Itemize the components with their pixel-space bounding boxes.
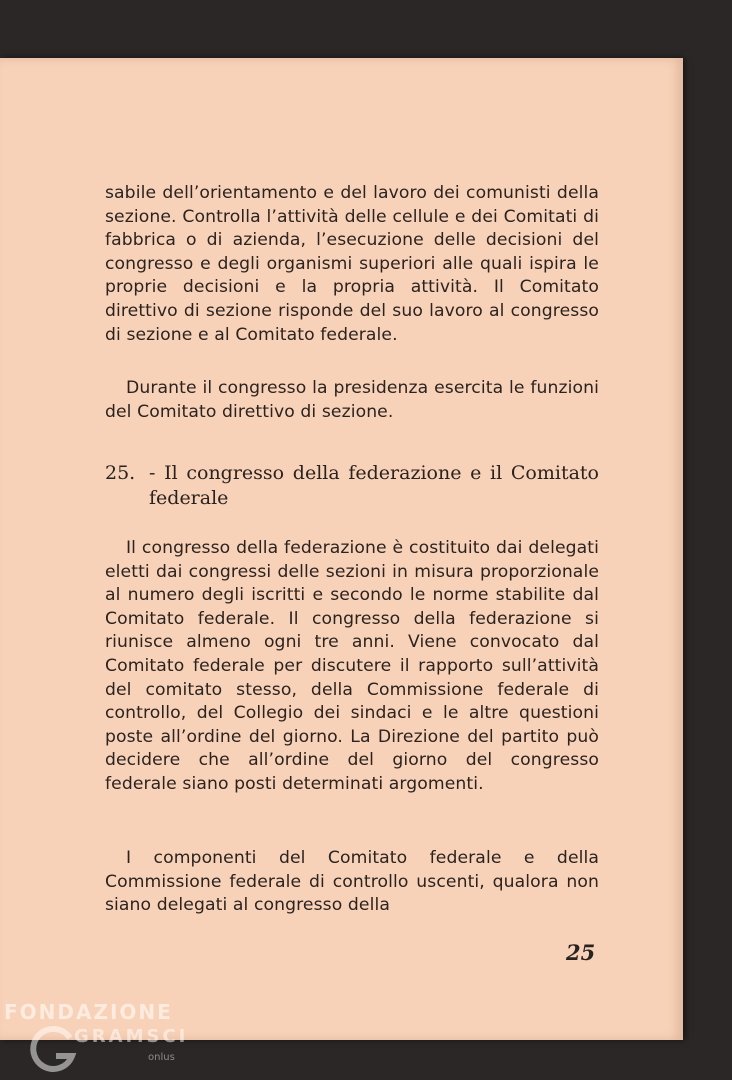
section-title: - Il congresso della federazione e il Comitato federale — [149, 462, 599, 509]
paragraph-3: Il congresso della federazione è costituito dai delegati eletti dai congressi delle sezioni in misura proporzionale al numero degli iscritti e secondo le norme stabilite dal Comitato federale. Il congresso della federazione si riunisce almeno ogni tre anni. Viene convocato dal Comitato federale per discutere il rapporto sull’attività del comitato stesso, della Commissione federale di controllo, del Collegio dei sindaci e le altre questioni poste all’ordine del giorno. La Direzione del partito può decidere che all’ordine del giorno del congresso federale siano posti determinati argomenti. — [105, 538, 599, 794]
g-logo-icon — [30, 1024, 80, 1074]
book-page — [0, 58, 683, 1040]
paragraph-4: I componenti del Comitato federale e della Commissione federale di controllo uscenti, qualora non siano delegati al congresso della — [105, 848, 599, 916]
watermark-logo — [0, 1000, 200, 1080]
page-number: 25 — [566, 940, 596, 965]
watermark-line-3: onlus — [148, 1052, 175, 1063]
paragraph-1: sabile dell’orientamento e del lavoro dei comunisti della sezione. Controlla l’attività delle cellule e dei Comitati di fabbrica o di azienda, l’esecuzione delle decisioni del congresso e degli organismi superiori alle quali ispira le proprie decisioni e la propria attività. Il Comitato direttivo di sezione risponde del suo lavoro al congresso di sezione e al Comitato federale. — [105, 183, 599, 345]
watermark-line-1: FONDAZIONE — [4, 1000, 173, 1024]
paragraph-2: Durante il congresso la presidenza esercita le funzioni del Comitato direttivo di sezione. — [105, 378, 599, 422]
section-number: 25. — [105, 462, 136, 484]
watermark-line-2: GRAMSCI — [74, 1026, 189, 1047]
